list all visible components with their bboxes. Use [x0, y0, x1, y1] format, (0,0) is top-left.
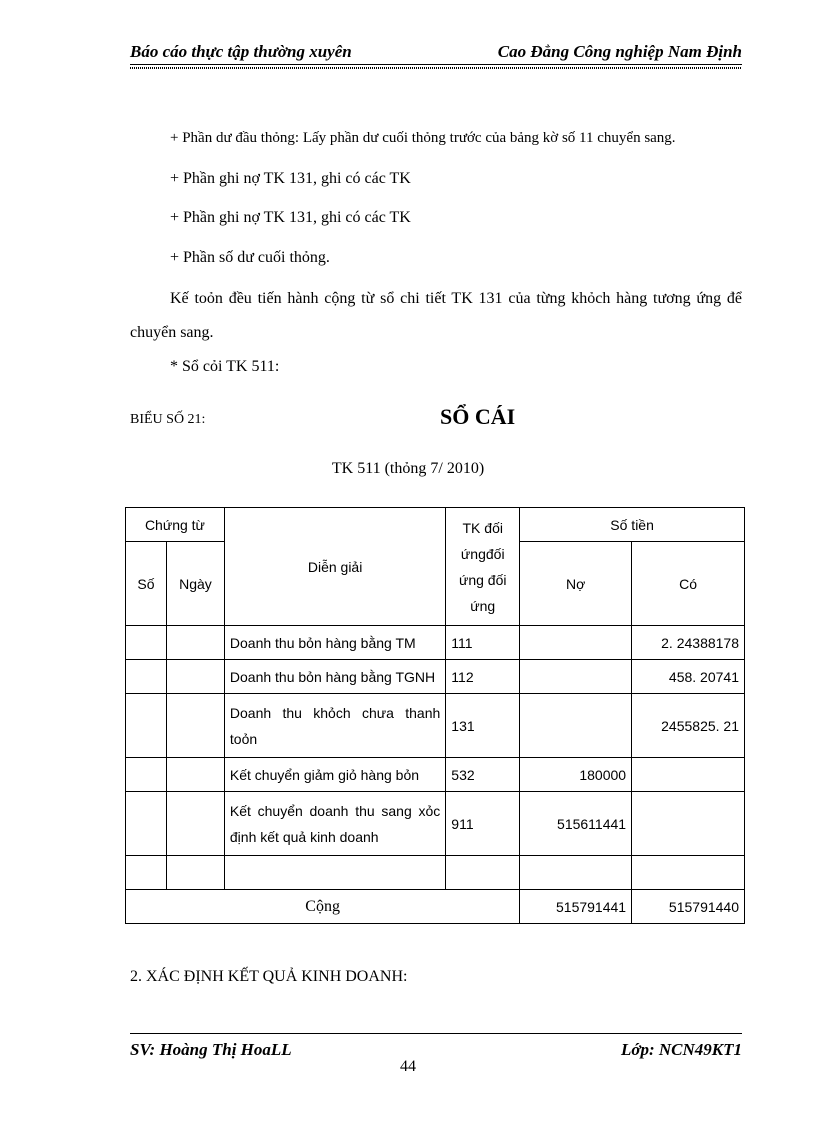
- cell-so: [126, 694, 167, 758]
- cell-no: [520, 856, 632, 890]
- cell-tk: 112: [446, 660, 520, 694]
- cell-no: 180000: [520, 758, 632, 792]
- table-header-row: [126, 508, 745, 542]
- header-rule: [130, 64, 742, 65]
- cell-ngay: [166, 792, 224, 856]
- cell-so: [126, 758, 167, 792]
- body-line-3: + Phần ghi nợ TK 131, ghi có các TK: [170, 209, 411, 226]
- body-line-1: + Phần dư đầu thỏng: Lấy phần dư cuối thỏng trước của bảng kờ số 11 chuyển sang.: [170, 130, 676, 146]
- total-label: Cộng: [126, 890, 520, 924]
- ledger-table: [125, 507, 745, 924]
- footer-student: SV: Hoàng Thị HoaLL: [130, 1040, 292, 1059]
- header-left-text: Báo cáo thực tập thường xuyên: [130, 42, 352, 61]
- cell-dien-giai: Kết chuyển giảm giỏ hàng bỏn: [224, 758, 445, 792]
- cell-ngay: [166, 626, 224, 660]
- cell-tk: 111: [446, 626, 520, 660]
- cell-co: [632, 856, 745, 890]
- table-row: [126, 856, 745, 890]
- table-row: [126, 660, 745, 694]
- header-no: Nợ: [520, 542, 632, 626]
- header-so-tien: Số tiền: [520, 508, 745, 542]
- cell-ngay: [166, 694, 224, 758]
- header-co: Có: [632, 542, 745, 626]
- cell-tk: 532: [446, 758, 520, 792]
- table-row: [126, 626, 745, 660]
- cell-dien-giai: Doanh thu khỏch chưa thanh toỏn: [224, 694, 445, 758]
- footer-rule: [130, 1033, 742, 1034]
- total-no: 515791441: [520, 890, 632, 924]
- cell-so: [126, 626, 167, 660]
- cell-no: 515611441: [520, 792, 632, 856]
- total-co: 515791440: [632, 890, 745, 924]
- body-paragraph: Kế toỏn đều tiến hành cộng từ sổ chi tiết TK 131 của từng khỏch hàng tương ứng để chuyển sang.: [130, 290, 742, 341]
- header-rule-dotted: [130, 67, 742, 69]
- cell-so: [126, 792, 167, 856]
- cell-so: [126, 856, 167, 890]
- cell-co: 2455825. 21: [632, 694, 745, 758]
- footer-class: Lớp: NCN49KT1: [620, 1040, 742, 1059]
- cell-co: [632, 758, 745, 792]
- cell-ngay: [166, 660, 224, 694]
- section-heading: 2. XÁC ĐỊNH KẾT QUẢ KINH DOANH:: [130, 968, 408, 985]
- table-row: [126, 792, 745, 856]
- cell-ngay: [166, 856, 224, 890]
- header-dien-giai: Diễn giải: [224, 508, 445, 626]
- bieu-label: BIỂU SỐ 21:: [130, 412, 206, 427]
- cell-co: 2. 24388178: [632, 626, 745, 660]
- cell-dien-giai: [224, 856, 445, 890]
- table-row: [126, 694, 745, 758]
- cell-dien-giai: Doanh thu bỏn hàng bằng TGNH: [224, 660, 445, 694]
- table-total-row: [126, 890, 745, 924]
- cell-tk: [446, 856, 520, 890]
- cell-co: [632, 792, 745, 856]
- so-cai-line: * Sổ cỏi TK 511:: [170, 358, 280, 375]
- body-line-2: + Phần ghi nợ TK 131, ghi có các TK: [170, 170, 411, 187]
- header-chung-tu: Chứng từ: [126, 508, 225, 542]
- header-right-text: Cao Đẳng Công nghiệp Nam Định: [497, 42, 742, 61]
- cell-tk: 131: [446, 694, 520, 758]
- cell-ngay: [166, 758, 224, 792]
- header-ngay: Ngày: [166, 542, 224, 626]
- cell-no: [520, 626, 632, 660]
- cell-so: [126, 660, 167, 694]
- page-header: [130, 42, 742, 62]
- ledger-subtitle: TK 511 (thỏng 7/ 2010): [331, 460, 485, 477]
- cell-no: [520, 694, 632, 758]
- body-line-4: + Phần số dư cuối thỏng.: [170, 249, 330, 266]
- cell-dien-giai: Doanh thu bỏn hàng bằng TM: [224, 626, 445, 660]
- table-row: [126, 758, 745, 792]
- cell-co: 458. 20741: [632, 660, 745, 694]
- header-so: Số: [126, 542, 167, 626]
- cell-dien-giai: Kết chuyển doanh thu sang xỏc định kết quả kinh doanh: [224, 792, 445, 856]
- cell-tk: 911: [446, 792, 520, 856]
- cell-no: [520, 660, 632, 694]
- page-footer: [130, 1040, 742, 1060]
- ledger-title: SỔ CÁI: [440, 404, 516, 429]
- page-number: 44: [400, 1058, 416, 1075]
- header-tk-doi-ung: TK đối ứngđối ứng đối ứng: [446, 508, 520, 626]
